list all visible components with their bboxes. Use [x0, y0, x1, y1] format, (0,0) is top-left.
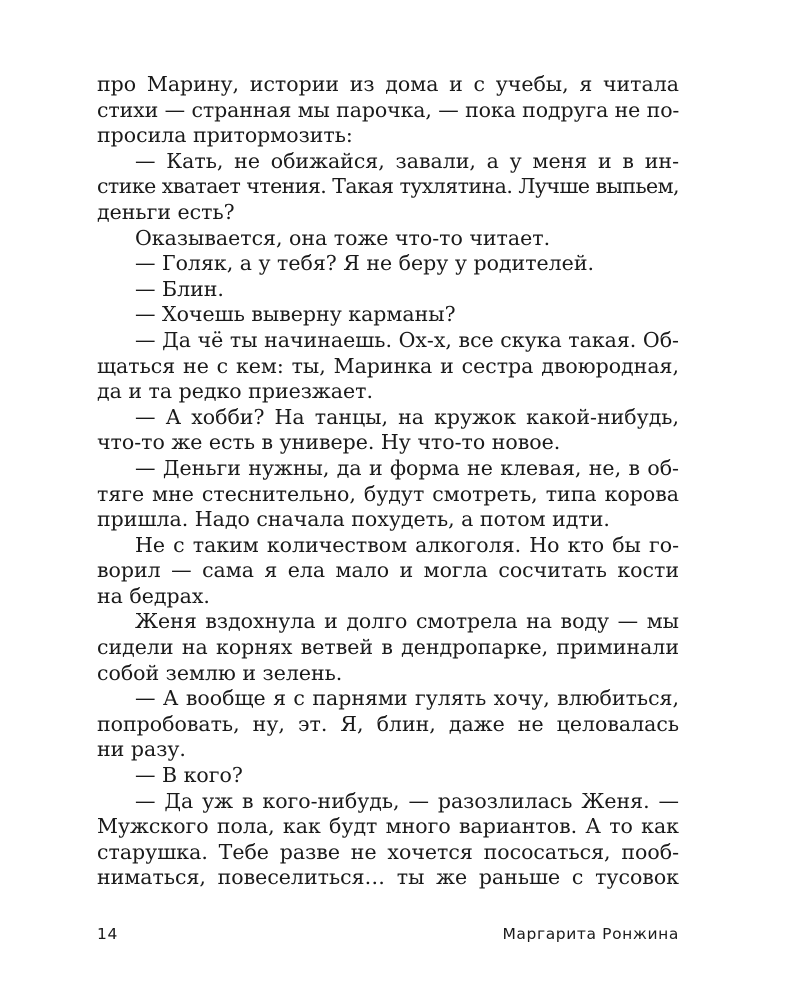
- text-line: пришла. Надо сначала похудеть, а потом идти.: [97, 507, 610, 532]
- text-line: — Да уж в кого-нибудь, — разозлилась Женя. —: [135, 788, 679, 813]
- text-line: Не с таким количеством алкоголя. Но кто бы го-: [135, 532, 679, 557]
- text-line: попробовать, ну, эт. Я, блин, даже не целовалась: [97, 711, 679, 736]
- text-line: — Кать, не обижайся, завали, а у меня и в ин-: [135, 148, 679, 173]
- body-text: [97, 72, 679, 891]
- page-footer: [97, 925, 679, 949]
- text-line: — Деньги нужны, да и форма не клевая, не, в об-: [135, 455, 679, 480]
- text-line: — В кого?: [135, 763, 243, 788]
- page-number: 14: [97, 925, 118, 943]
- text-line: — Хочешь выверну карманы?: [135, 302, 456, 327]
- text-line: — Да чё ты начинаешь. Ох-х, все скука такая. Об-: [135, 327, 679, 352]
- text-line: стике хватает чтения. Такая тухлятина. Лучше выпьем,: [97, 174, 679, 199]
- text-line: — А хобби? На танцы, на кружок какой-нибудь,: [135, 404, 679, 429]
- text-line: — Голяк, а у тебя? Я не беру у родителей.: [135, 251, 594, 276]
- text-line: Оказывается, она тоже что-то читает.: [135, 225, 551, 250]
- running-head-author: Маргарита Ронжина: [502, 925, 679, 943]
- text-line: стихи — странная мы парочка, — пока подруга не по-: [97, 97, 679, 122]
- text-line: тяге мне стеснительно, будут смотреть, типа корова: [97, 481, 679, 506]
- text-line: ни разу.: [97, 737, 186, 762]
- text-line: да и та редко приезжает.: [97, 379, 373, 404]
- text-line: про Марину, истории из дома и с учебы, я читала: [97, 72, 679, 96]
- text-line: — Блин.: [135, 276, 224, 301]
- text-line: Женя вздохнула и долго смотрела на воду — мы: [135, 609, 679, 634]
- text-line: щаться не с кем: ты, Маринка и сестра двоюродная,: [97, 353, 679, 378]
- text-line: ворил — сама я ела мало и могла сосчитать кости: [97, 558, 679, 583]
- text-line: что-то же есть в универе. Ну что-то новое.: [97, 430, 561, 455]
- text-line: просила притормозить:: [97, 123, 353, 148]
- text-line: собой землю и зелень.: [97, 660, 343, 685]
- text-line: — А вообще я с парнями гулять хочу, влюбиться,: [135, 686, 679, 711]
- text-line: на бедрах.: [97, 583, 210, 608]
- text-line: старушка. Тебе разве не хочется пососаться, пооб-: [97, 839, 679, 864]
- text-line: деньги есть?: [97, 199, 235, 224]
- text-line: Мужского пола, как будт много вариантов. А то как: [97, 814, 679, 839]
- text-line: ниматься, повеселиться… ты же раньше с тусовок: [97, 865, 679, 890]
- text-line: сидели на корнях ветвей в дендропарке, приминали: [97, 635, 679, 660]
